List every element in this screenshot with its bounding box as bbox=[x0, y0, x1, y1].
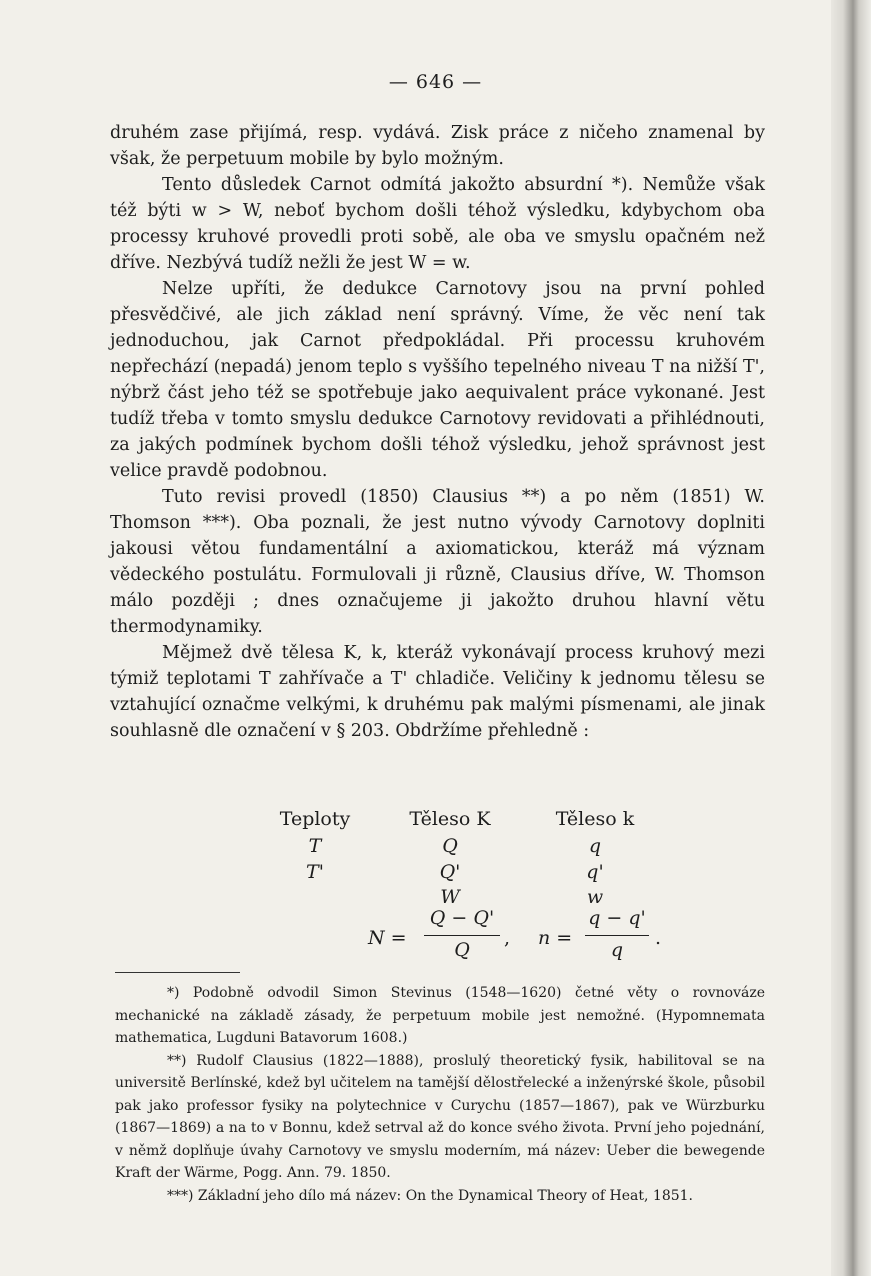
book-spine bbox=[831, 0, 871, 1276]
formula-lhs-n: n = bbox=[538, 927, 573, 949]
formula-numerator-n: q − q' bbox=[588, 907, 646, 929]
formula-denominator-n: q bbox=[610, 939, 624, 961]
paragraph: druhém zase přijímá, resp. vydává. Zisk práce z ničeho znamenal by však, že perpetuum mobile by bylo možným. bbox=[110, 123, 765, 169]
fraction-bar bbox=[424, 935, 500, 936]
table-cell: Q' bbox=[439, 861, 461, 883]
page-number: — 646 — bbox=[388, 71, 483, 93]
table-header: Teploty bbox=[279, 808, 351, 830]
formula-lhs-N: N = bbox=[368, 927, 407, 949]
footnote: *) Podobně odvodil Simon Stevinus (1548—1620) četné věty o rovnováze mechanické na základě zásady, že perpetuum mobile jest nemožné. (Hypomnemata mathematica, Lugduni Batavorum 1608.) bbox=[115, 985, 765, 1046]
table-cell: Q bbox=[442, 835, 458, 857]
table-cell: q bbox=[588, 835, 602, 857]
footnote: **) Rudolf Clausius (1822—1888), proslulý theoretický fysik, habilitoval se na universitě Berlínské, kdež byl učitelem na tamější dělostřelecké a inženýrské škole, působil pak jako professor fysiky na polytechnice v Curychu (1857—1867), pak ve Würzburku (1867—1869) a na to v Bonnu, kdež setrval až do konce svého života. První jeho pojednání, v němž doplňuje úvahy Carnotovy ve smyslu moderním, má název: Ueber die bewegende Kraft der Wärme, Pogg. Ann. 79. 1850. bbox=[115, 1052, 765, 1181]
footnotes bbox=[115, 982, 765, 1207]
formula-end: . bbox=[655, 927, 662, 949]
main-text bbox=[110, 120, 765, 744]
table-cell: q' bbox=[586, 861, 604, 883]
table-header: Těleso k bbox=[555, 808, 635, 830]
paragraph: Mějmež dvě tělesa K, k, kteráž vykonávají process kruhový mezi týmiž teplotami T zahřívače a T' chladiče. Veličiny k jednomu tělesu se vztahující označme velkými, k druhému pak malými písmenami, ale jinak souhlasně dle označení v § 203. Obdržíme přehledně : bbox=[110, 643, 765, 741]
footnote: ***) Základní jeho dílo má název: On the Dynamical Theory of Heat, 1851. bbox=[167, 1187, 694, 1204]
table-cell: W bbox=[440, 886, 460, 908]
formula-denominator-N: Q bbox=[454, 939, 470, 961]
paragraph: Tuto revisi provedl (1850) Clausius **) a po něm (1851) W. Thomson ***). Oba poznali, že jest nutno vývody Carnotovy doplniti jakousi větou fundamentální a axiomatickou, kteráž má význam vědeckého postulátu. Formulovali ji různě, Clausius dříve, W. Thomson málo později ; dnes označujeme ji jakožto druhou hlavní větu thermodynamiky. bbox=[110, 487, 765, 637]
footnote-rule bbox=[115, 972, 240, 973]
table-cell: T' bbox=[306, 861, 324, 883]
fraction-bar bbox=[585, 935, 649, 936]
table-cell: T bbox=[308, 835, 322, 857]
formula-separator: , bbox=[504, 927, 511, 949]
formula-numerator-N: Q − Q' bbox=[429, 907, 495, 929]
table-cell: w bbox=[586, 886, 604, 908]
paragraph: Tento důsledek Carnot odmítá jakožto absurdní *). Nemůže však též býti w > W, neboť bychom došli téhož výsledku, kdybychom oba processy kruhové provedli proti sobě, ale oba ve smyslu opačném než dříve. Nezbývá tudíž nežli že jest W = w. bbox=[110, 175, 765, 273]
table-header: Těleso K bbox=[409, 808, 491, 830]
efficiency-formula bbox=[110, 905, 765, 965]
paragraph: Nelze upříti, že dedukce Carnotovy jsou na první pohled přesvědčivé, ale jich základ není správný. Víme, že věc není tak jednoduchou, jak Carnot předpokládal. Při processu kruhovém nepřechází (nepadá) jenom teplo s vyššího tepelného niveau T na nižší T', nýbrž část jeho též se spotřebuje jako aequivalent práce vykonané. Jest tudíž třeba v tomto smyslu dedukce Carnotovy revidovati a přihlédnouti, za jakých podmínek bychom došli téhož výsledku, jehož správnost jest velice pravdě podobnou. bbox=[110, 279, 765, 481]
